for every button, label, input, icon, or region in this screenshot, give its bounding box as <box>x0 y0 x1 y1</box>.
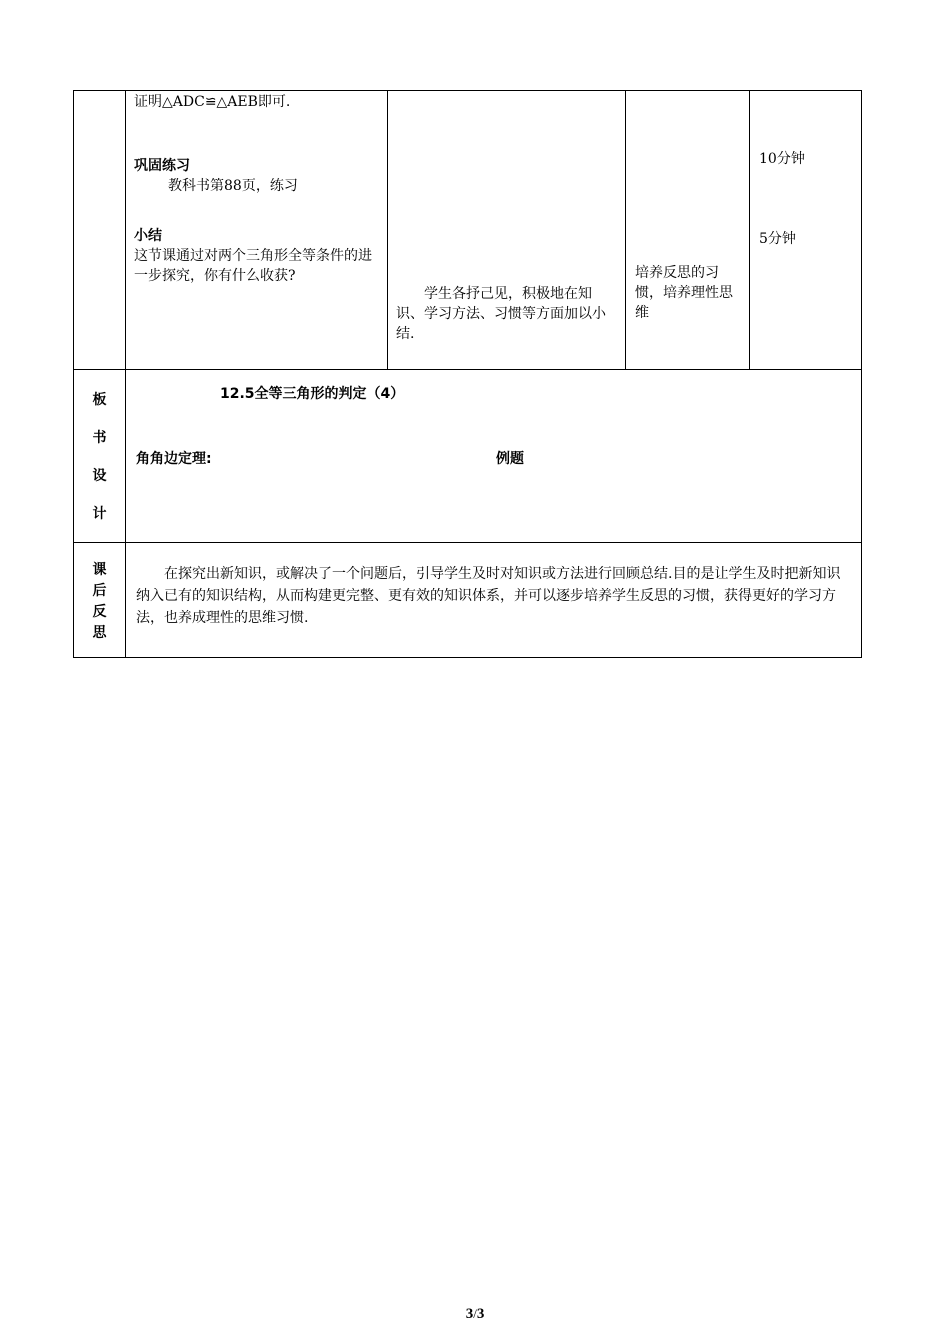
reflection-row <box>74 543 862 658</box>
page-separator: / <box>473 1306 477 1321</box>
theorem-label: 角角边定理: <box>136 451 212 467</box>
reflection-content <box>126 543 862 658</box>
time-practice: 10分钟 <box>759 151 805 167</box>
design-intent-cell <box>626 91 750 370</box>
time-summary: 5分钟 <box>759 231 796 247</box>
reflection-text: 在探究出新知识，或解决了一个问题后，引导学生及时对知识或方法进行回顾总结.目的是让学生及时把新知识纳入已有的知识结构，从而构建更完整、更有效的知识体系，并可以逐步培养学生反思的习惯，获得更好的学习方法，也养成理性的思维习惯. <box>136 566 841 626</box>
activity-label-cell <box>74 91 126 370</box>
reflection-label-char: 反 <box>92 604 107 620</box>
board-label-char: 板 <box>92 392 107 408</box>
board-label-char: 书 <box>92 430 107 446</box>
current-page: 3 <box>465 1306 474 1322</box>
board-design-label <box>74 370 126 543</box>
total-pages: 3 <box>476 1306 485 1322</box>
board-title: 12.5全等三角形的判定（4） <box>220 386 405 402</box>
time-cell <box>750 91 862 370</box>
design-intent-text: 培养反思的习惯，培养理性思维 <box>635 265 733 321</box>
practice-title: 巩固练习 <box>134 158 190 174</box>
summary-title: 小结 <box>134 228 162 244</box>
reflection-label <box>74 543 126 658</box>
activity-row <box>74 91 862 370</box>
reflection-label-char: 思 <box>92 625 107 641</box>
teaching-content-cell <box>126 91 388 370</box>
student-activity-text: 学生各抒己见，积极地在知识、学习方法、习惯等方面加以小结. <box>396 286 606 342</box>
board-design-row <box>74 370 862 543</box>
summary-text: 这节课通过对两个三角形全等条件的进一步探究，你有什么收获? <box>134 248 372 284</box>
board-label-char: 计 <box>92 506 107 522</box>
board-design-content <box>126 370 862 543</box>
page-number <box>0 1306 950 1323</box>
practice-text: 教科书第88页，练习 <box>168 178 298 194</box>
reflection-label-char: 课 <box>92 562 107 578</box>
example-label: 例题 <box>496 451 524 467</box>
lesson-plan-table <box>73 90 862 658</box>
carryover-line: 证明△ADC≌△AEB即可. <box>134 94 291 110</box>
board-label-char: 设 <box>92 468 107 484</box>
reflection-label-char: 后 <box>92 583 107 599</box>
student-activity-cell <box>388 91 626 370</box>
